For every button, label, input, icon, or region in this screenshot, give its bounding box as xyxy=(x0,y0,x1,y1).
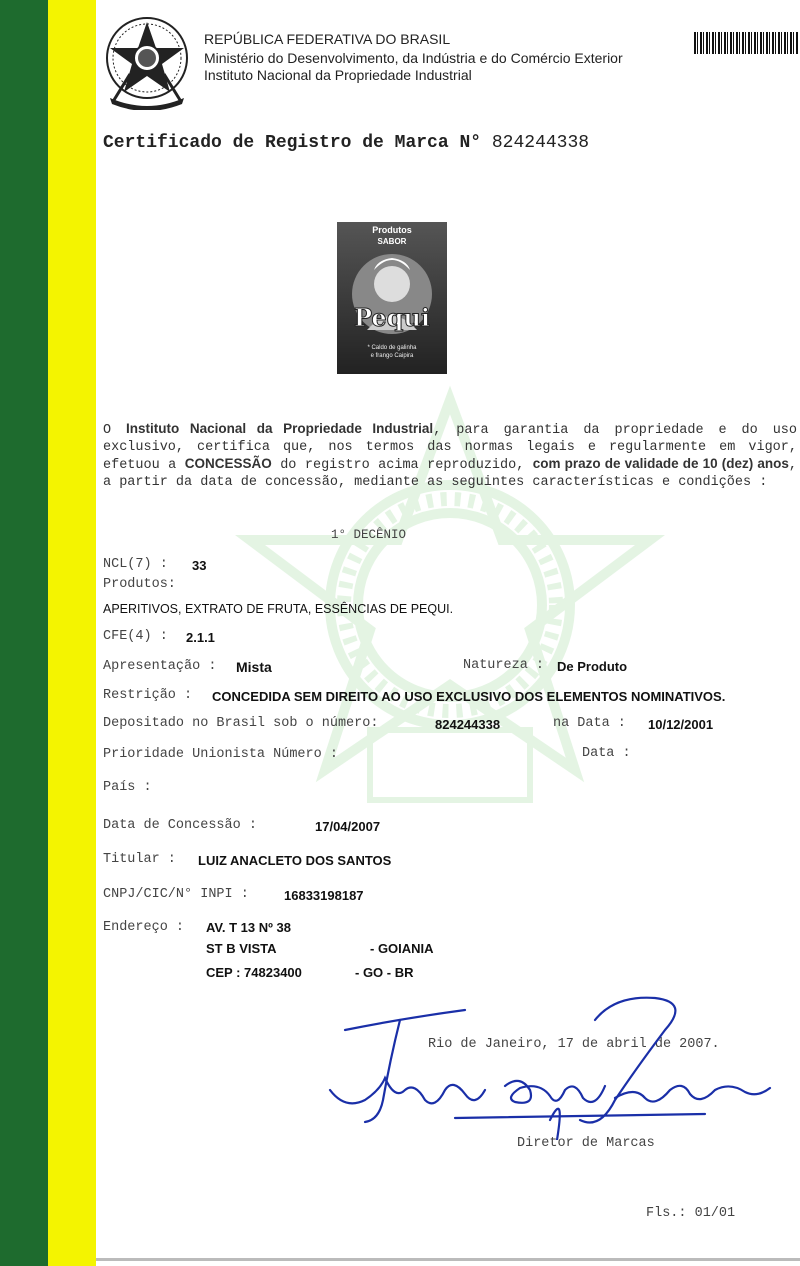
apresentacao-label: Apresentação : xyxy=(103,659,217,674)
logo-produtos: Produtos xyxy=(372,225,412,235)
endereco-uf: - GO - BR xyxy=(355,965,414,980)
statement-institute: Instituto Nacional da Propriedade Industrial xyxy=(126,421,434,436)
statement-text-4: , a partir da data de concessão, mediante as seguintes características e condições : xyxy=(103,458,797,490)
handwritten-signature xyxy=(325,990,775,1140)
logo-sabor: SABOR xyxy=(377,237,407,246)
cnpj-value: 16833198187 xyxy=(284,888,364,903)
header-republic: REPÚBLICA FEDERATIVA DO BRASIL xyxy=(204,31,451,47)
ncl-label: NCL(7) : xyxy=(103,557,168,572)
natureza-value: De Produto xyxy=(557,659,628,674)
cfe-label: CFE(4) : xyxy=(103,629,168,644)
trademark-logo xyxy=(337,222,447,374)
apresentacao-value: Mista xyxy=(236,659,272,675)
flag-green-stripe xyxy=(0,0,48,1266)
decenio-label: 1° DECÊNIO xyxy=(331,528,407,542)
statement-text-2: , para garantia da propriedade e do uso exclusivo, certifica que, nos termos das normas legais e regularmente em vigor, efetuou a xyxy=(103,423,797,473)
logo-brand: Pequi xyxy=(353,303,431,332)
titular-value: LUIZ ANACLETO DOS SANTOS xyxy=(198,853,392,868)
barcode xyxy=(694,32,798,54)
folio-number: Fls.: 01/01 xyxy=(646,1206,736,1221)
national-seal-icon xyxy=(100,14,194,110)
endereco-label: Endereço : xyxy=(103,920,185,935)
cfe-value: 2.1.1 xyxy=(186,630,215,645)
logo-caption-1: * Caldo de galinha xyxy=(367,345,417,351)
endereco-bairro: ST B VISTA xyxy=(206,941,277,956)
statement-concessao: CONCESSÃO xyxy=(184,456,272,471)
statement-text-1: O xyxy=(103,423,127,438)
concessao-label: Data de Concessão : xyxy=(103,818,257,833)
header-institute: Instituto Nacional da Propriedade Industrial xyxy=(204,67,472,83)
certificate-title xyxy=(103,133,589,153)
restricao-label: Restrição : xyxy=(103,688,193,703)
statement-text-3: do registro acima reproduzido, xyxy=(271,458,533,473)
titular-label: Titular : xyxy=(103,852,176,867)
cnpj-label: CNPJ/CIC/N° INPI : xyxy=(103,887,249,902)
na-data-value: 10/12/2001 xyxy=(648,717,714,732)
signatory-role: Diretor de Marcas xyxy=(517,1136,655,1151)
endereco-cidade: - GOIANIA xyxy=(370,941,434,956)
prioridade-data-label: Data : xyxy=(582,746,631,761)
logo-caption-2: e frango Caipira xyxy=(370,353,414,359)
produtos-value: APERITIVOS, EXTRATO DE FRUTA, ESSÊNCIAS DE PEQUI. xyxy=(103,602,454,616)
certificate-number: 824244338 xyxy=(491,133,590,153)
flag-yellow-stripe xyxy=(48,0,96,1266)
na-data-label: na Data : xyxy=(553,716,626,731)
deposito-value: 824244338 xyxy=(435,717,501,732)
produtos-label: Produtos: xyxy=(103,577,176,592)
pais-label: País : xyxy=(103,780,152,795)
page-bottom-rule xyxy=(96,1258,800,1261)
concession-statement xyxy=(103,421,797,491)
certificate-title-text: Certificado de Registro de Marca N° xyxy=(103,133,482,153)
place-date: Rio de Janeiro, 17 de abril de 2007. xyxy=(428,1037,720,1052)
header-ministry: Ministério do Desenvolvimento, da Indústria e do Comércio Exterior xyxy=(204,50,623,66)
concessao-value: 17/04/2007 xyxy=(315,819,381,834)
natureza-label: Natureza : xyxy=(463,658,545,673)
ncl-value: 33 xyxy=(192,558,207,573)
statement-validity: com prazo de validade de 10 (dez) anos xyxy=(532,456,789,471)
restricao-value: CONCEDIDA SEM DIREITO AO USO EXCLUSIVO DOS ELEMENTOS NOMINATIVOS. xyxy=(212,689,726,704)
prioridade-label: Prioridade Unionista Número : xyxy=(103,747,338,762)
endereco-line1: AV. T 13 Nº 38 xyxy=(206,920,291,935)
deposito-label: Depositado no Brasil sob o número: xyxy=(103,716,379,731)
endereco-cep: CEP : 74823400 xyxy=(206,965,302,980)
